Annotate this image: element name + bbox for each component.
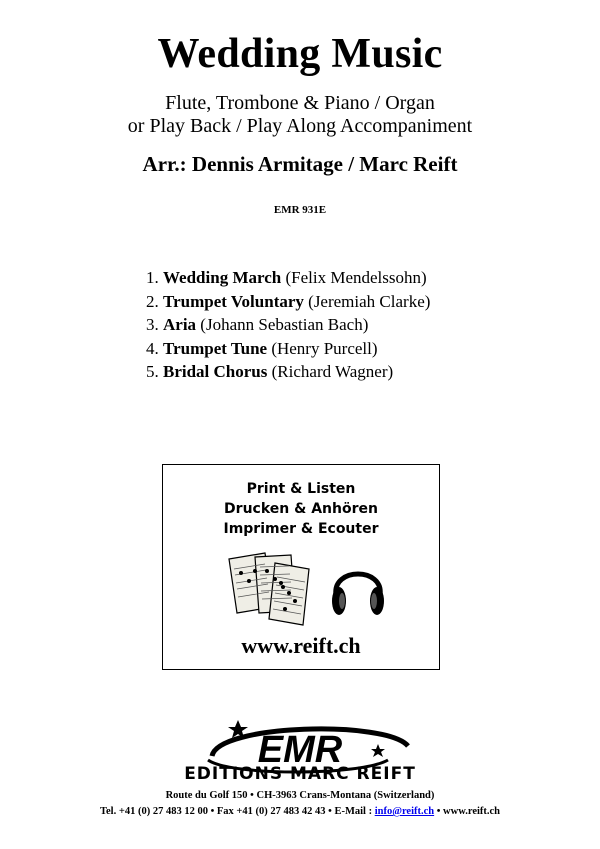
catalog-number: EMR 931E [273,204,327,216]
arranger: Arr.: Dennis Armitage / Marc Reift [142,152,458,176]
track-item [146,266,430,290]
track-composer: (Johann Sebastian Bach) [200,315,369,334]
track-composer: (Henry Purcell) [271,338,378,358]
promo-line-2: Drucken & Anhören [224,501,378,517]
contact-phone-fax: Tel. +41 (0) 27 483 12 00 • Fax +41 (0) 27 483 42 43 • E-Mail : [99,806,375,817]
promo-box [162,464,440,670]
track-number: 3. [146,315,159,334]
sheet-music-icon [225,549,315,627]
track-item [146,290,430,314]
track-item [146,313,430,337]
publisher-address: Route du Golf 150 • CH-3963 Crans-Montana (Switzerland) [165,790,435,801]
subtitle-line-1: Flute, Trombone & Piano / Organ [165,92,435,114]
promo-line-3: Imprimer & Ecouter [223,521,379,537]
contact-website: • www.reift.ch [434,806,501,817]
promo-line-1: Print & Listen [246,481,356,497]
track-list [146,266,430,384]
track-number: 2. [146,291,159,311]
publisher-contact [0,806,600,817]
headphones-icon [328,553,388,623]
email-link[interactable]: info@reift.ch [374,806,435,817]
publisher-name: EDITIONS MARC REIFT [184,764,416,784]
page-title: Wedding Music [157,31,443,77]
subtitle [0,92,600,138]
track-title: Bridal Chorus [163,362,268,381]
track-number: 4. [146,338,159,358]
track-number: 5. [146,362,159,381]
promo-url[interactable]: www.reift.ch [241,633,361,658]
track-title: Trumpet Tune [163,338,268,358]
emr-logo-text: EMR [257,729,343,771]
track-item [146,337,430,361]
track-number: 1. [146,268,159,287]
track-title: Trumpet Voluntary [163,291,304,311]
track-composer: (Jeremiah Clarke) [308,291,431,311]
subtitle-line-2: or Play Back / Play Along Accompaniment [127,115,473,137]
track-item [146,360,430,384]
track-composer: (Felix Mendelssohn) [285,268,427,287]
track-title: Aria [163,315,197,334]
track-composer: (Richard Wagner) [271,362,394,381]
track-title: Wedding March [163,268,282,287]
